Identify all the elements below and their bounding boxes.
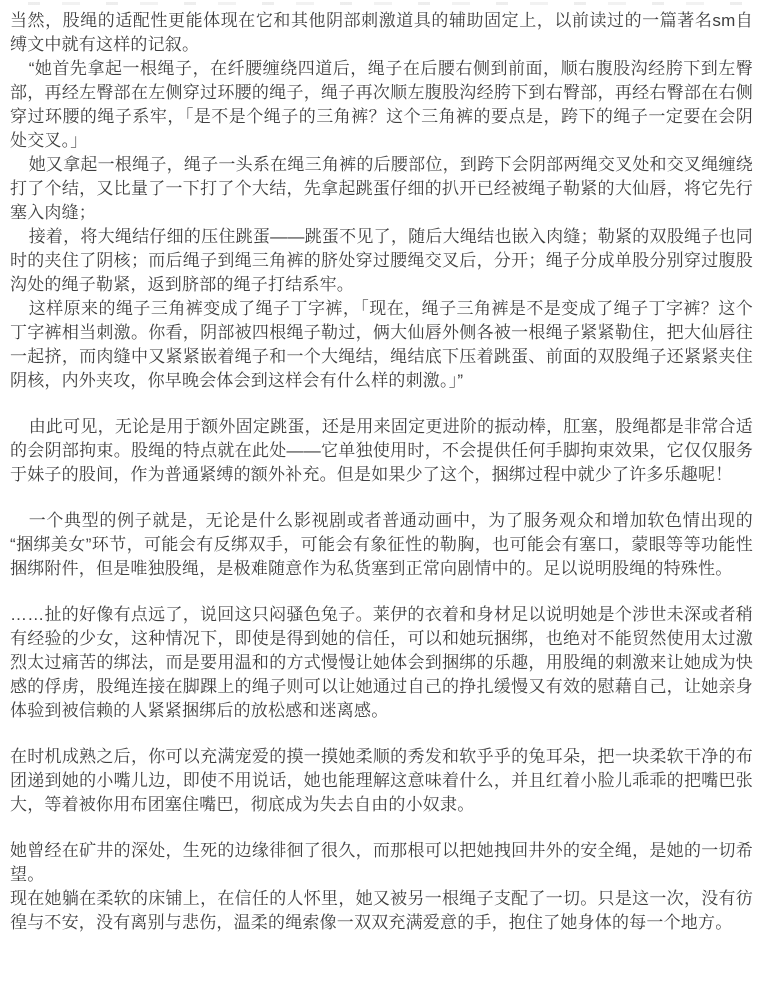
text-section-conclusion — [10, 415, 753, 487]
text-paragraph: 在时机成熟之后，你可以充满宠爱的摸一摸她柔顺的秀发和软乎乎的兔耳朵，把一块柔软干净的布团递到她的小嘴儿边，即使不用说话，她也能理解这意味着什么，并且红着小脸儿乖乖的把嘴巴张大，等着被你用布团塞住嘴巴，彻底成为失去自由的小奴隶。 — [10, 747, 753, 814]
text-paragraph: “她首先拿起一根绳子，在纤腰缠绕四道后，绳子在后腰右侧到前面，顺右腹股沟经胯下到左臀部，再经左臀部在左侧穿过环腰的绳子，绳子再次顺左腹股沟经胯下到右臀部，再经右臀部在右侧穿过环腰的绳子系牢，「是不是个绳子的三角裤？这个三角裤的要点是，跨下的绳子一定要在会阴处交叉。」 — [10, 59, 753, 150]
text-paragraph: 现在她躺在柔软的床铺上，在信任的人怀里，她又被另一根绳子支配了一切。只是这一次，没有彷徨与不安，没有离别与悲伤，温柔的绳索像一双双充满爱意的手，抱住了她身体的每一个地方。 — [10, 889, 753, 932]
text-paragraph: 她曾经在矿井的深处，生死的边缘徘徊了很久，而那根可以把她拽回井外的安全绳，是她的一切希望。 — [10, 841, 753, 884]
text-paragraph: 这样原来的绳子三角裤变成了绳子丁字裤，「现在，绳子三角裤是不是变成了绳子丁字裤？这个丁字裤相当刺激。你看，阴部被四根绳子勒过，俩大仙唇外侧各被一根绳子紧紧勒住，把大仙唇往一起挤，而肉缝中又紧紧嵌着绳子和一个大绳结，绳结底下压着跳蛋、前面的双股绳子还紧紧夹住阴核，内外夹攻，你早晚会体会到这样会有什么样的刺激。」” — [10, 299, 753, 390]
text-paragraph: 由此可见，无论是用于额外固定跳蛋，还是用来固定更进阶的振动棒，肛塞，股绳都是非常合适的会阴部拘束。股绳的特点就在此处——它单独使用时，不会提供任何手脚拘束效果，它仅仅服务于妹子的股间，作为普通紧缚的额外补充。但是如果少了这个，捆绑过程中就少了许多乐趣呢！ — [10, 417, 753, 484]
cropped-text-artifact — [28, 2, 744, 5]
text-section-example — [10, 509, 753, 581]
text-paragraph: 她又拿起一根绳子，绳子一头系在绳三角裤的后腰部位，到跨下会阴部两绳交叉处和交叉绳缠绕打了个结，又比量了一下打了个大结，先拿起跳蛋仔细的扒开已经被绳子勒紧的大仙唇，将它先行塞入肉缝； — [10, 155, 753, 222]
text-paragraph: ……扯的好像有点远了，说回这只闷骚色兔子。莱伊的衣着和身材足以说明她是个涉世未深或者稍有经验的少女，这种情况下，即使是得到她的信任，可以和她玩捆绑，也绝对不能贸然使用太过激烈太过痛苦的绑法，而是要用温和的方式慢慢让她体会到捆绑的乐趣，用股绳的刺激来让她成为快感的俘虏，股绳连接在脚踝上的绳子则可以让她通过自己的挣扎缓慢又有效的慰藉自己，让她亲身体验到被信赖的人紧紧捆绑后的放松感和迷离感。 — [10, 605, 753, 720]
text-paragraph: 一个典型的例子就是，无论是什么影视剧或者普通动画中，为了服务观众和增加软色情出现的“捆绑美女”环节，可能会有反绑双手，可能会有象征性的勒胸，也可能会有塞口，蒙眼等等功能性捆绑附件，但是唯独股绳，是极难随意作为私货塞到正常向剧情中的。足以说明股绳的特殊性。 — [10, 511, 753, 578]
text-paragraph: 接着，将大绳结仔细的压住跳蛋——跳蛋不见了，随后大绳结也嵌入肉缝；勒紧的双股绳子也同时的夹住了阴核；而后绳子到绳三角裤的脐处穿过腰绳交叉后，分开；绳子分成单股分别穿过腹股沟处的绳子勒紧，返到脐部的绳子打结系牢。 — [10, 227, 753, 294]
text-paragraph: 当然，股绳的适配性更能体现在它和其他阴部刺激道具的辅助固定上，以前读过的一篇著名sm自缚文中就有这样的记叙。 — [10, 11, 753, 54]
text-section-digression — [10, 603, 753, 723]
text-section-ending — [10, 839, 753, 935]
text-section-followup — [10, 745, 753, 817]
text-section-quote-story — [10, 9, 753, 393]
